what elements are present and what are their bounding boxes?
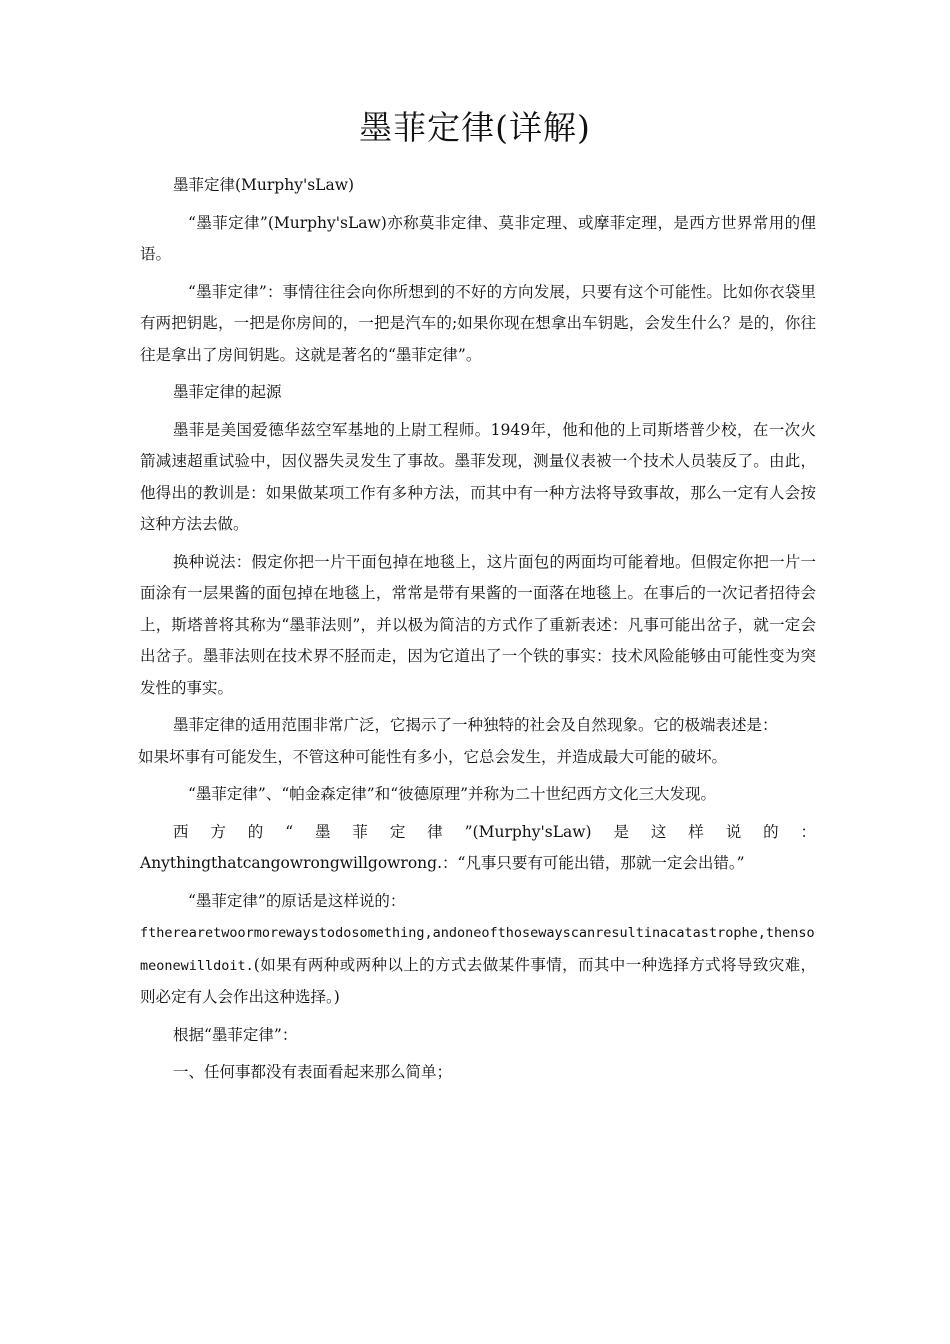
- paragraph-definition: “墨菲定律”(Murphy'sLaw)亦称莫非定律、莫非定理、或摩菲定理，是西方世界常用的俚语。: [140, 213, 816, 263]
- document-body: [140, 170, 816, 1095]
- list-item-first: 一、任何事都没有表面看起来那么简单；: [173, 1063, 453, 1081]
- subtitle-line: 墨菲定律(Murphy'sLaw): [173, 176, 355, 194]
- paragraph-scope: 墨菲定律的适用范围非常广泛，它揭示了一种独特的社会及自然现象。它的极端表述是：: [173, 716, 778, 734]
- paragraph-western-quote: Anythingthatcangowrongwillgowrong.：“凡事只要有可能出错，那就一定会出错。”: [140, 854, 745, 872]
- paragraph-keys-example: “墨菲定律”：事情往往会向你所想到的不好的方向发展，只要有这个可能性。比如你衣袋里有两把钥匙，一把是你房间的，一把是汽车的;如果你现在想拿出车钥匙，会发生什么？是的，你往往是拿出了房间钥匙。这就是著名的“墨菲定律”。: [140, 282, 816, 364]
- paragraph-bread-example: 换种说法：假定你把一片干面包掉在地毯上，这片面包的两面均可能着地。但假定你把一片一面涂有一层果酱的面包掉在地毯上，常常是带有果酱的一面落在地毯上。在事后的一次记者招待会上，斯塔普将其称为“墨菲法则”，并以极为简洁的方式作了重新表述：凡事可能出岔子，就一定会出岔子。墨菲法则在技术界不胫而走，因为它道出了一个铁的事实：技术风险能够由可能性变为突发性的事实。: [140, 552, 816, 697]
- original-chinese-translation: (如果有两种或两种以上的方式去做某件事情，而其中一种选择方式将导致灾难，则必定有人会作出这种选择。): [140, 955, 816, 1006]
- paragraph-original-words: “墨菲定律”的原话是这样说的：: [188, 891, 406, 910]
- document-title: 墨菲定律(详解): [359, 108, 591, 147]
- original-english-quote: ftherearetwoormorewaystodosomething,andoneofthosewayscanresultinacatastrophe,thensomeonewilldoit.: [140, 925, 815, 974]
- paragraph-origin: 墨菲是美国爱德华兹空军基地的上尉工程师。1949年，他和他的上司斯塔普少校，在一次火箭减速超重试验中，因仪器失灵发生了事故。墨菲发现，测量仪表被一个技术人员装反了。由此，他得出的教训是：如果做某项工作有多种方法，而其中有一种方法将导致事故，那么一定有人会按这种方法去做。: [140, 420, 816, 533]
- paragraph-extreme-statement: 如果坏事有可能发生，不管这种可能性有多小，它总会发生，并造成最大可能的破坏。: [138, 747, 728, 766]
- section-heading-origin: 墨菲定律的起源: [173, 383, 282, 401]
- section-heading-according: 根据“墨菲定律”：: [173, 1025, 298, 1044]
- paragraph-three-discoveries: “墨菲定律”、“帕金森定律”和“彼德原理”并称为二十世纪西方文化三大发现。: [188, 785, 717, 803]
- paragraph-original-quote: [140, 917, 816, 1014]
- paragraph-western-intro: 西方的“墨菲定律”(Murphy'sLaw)是这样说的：: [173, 822, 816, 841]
